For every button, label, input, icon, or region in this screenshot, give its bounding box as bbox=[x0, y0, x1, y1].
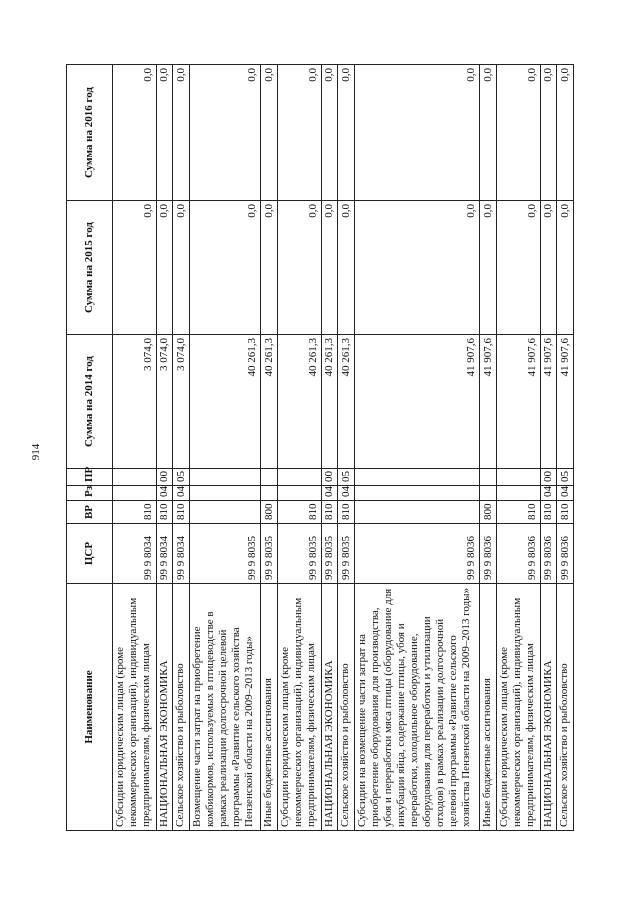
cell-rz: 04 bbox=[540, 486, 557, 501]
cell-pr: 00 bbox=[321, 469, 338, 486]
cell-sum-2016: 0,0 bbox=[557, 65, 574, 201]
header-name: Наименование bbox=[67, 584, 113, 831]
cell-sum-2014: 40 261,3 bbox=[190, 335, 261, 469]
header-sum-2014: Сумма на 2014 год bbox=[67, 335, 113, 469]
cell-sum-2014: 3 074,0 bbox=[173, 335, 190, 469]
cell-rz bbox=[113, 486, 157, 501]
cell-pr bbox=[190, 469, 261, 486]
cell-sum-2014: 41 907,6 bbox=[540, 335, 557, 469]
table-row bbox=[113, 65, 157, 831]
cell-sum-2015: 0,0 bbox=[113, 201, 157, 335]
rotated-page bbox=[66, 65, 574, 831]
header-rz: Рз bbox=[67, 486, 113, 501]
cell-rz: 04 bbox=[338, 486, 355, 501]
cell-sum-2015: 0,0 bbox=[277, 201, 321, 335]
cell-pr: 00 bbox=[540, 469, 557, 486]
table-row bbox=[354, 65, 479, 831]
cell-csr: 99 9 8036 bbox=[354, 524, 479, 584]
table-row bbox=[480, 65, 497, 831]
table-row bbox=[190, 65, 261, 831]
cell-vr: 810 bbox=[338, 501, 355, 524]
cell-vr: 810 bbox=[173, 501, 190, 524]
cell-pr: 00 bbox=[156, 469, 173, 486]
header-sum-2015: Сумма на 2015 год bbox=[67, 201, 113, 335]
cell-sum-2014: 41 907,6 bbox=[354, 335, 479, 469]
cell-sum-2015: 0,0 bbox=[338, 201, 355, 335]
cell-pr: 05 bbox=[557, 469, 574, 486]
cell-pr bbox=[496, 469, 540, 486]
cell-pr bbox=[277, 469, 321, 486]
cell-sum-2014: 3 074,0 bbox=[113, 335, 157, 469]
cell-vr: 800 bbox=[480, 501, 497, 524]
table-row bbox=[540, 65, 557, 831]
cell-sum-2015: 0,0 bbox=[557, 201, 574, 335]
cell-sum-2015: 0,0 bbox=[156, 201, 173, 335]
cell-sum-2014: 3 074,0 bbox=[156, 335, 173, 469]
cell-csr: 99 9 8035 bbox=[190, 524, 261, 584]
cell-rz: 04 bbox=[557, 486, 574, 501]
cell-name: Возмещение части затрат на приобретение комбикормов, используемых в птицеводстве в рамках реализации долгосрочной целевой программы «Развитие сельского хозяйства Пензенской области на 2009–2013 годы» bbox=[190, 584, 261, 831]
cell-csr: 99 9 8035 bbox=[338, 524, 355, 584]
cell-sum-2014: 40 261,3 bbox=[261, 335, 278, 469]
table-row bbox=[321, 65, 338, 831]
cell-sum-2016: 0,0 bbox=[480, 65, 497, 201]
cell-rz: 04 bbox=[156, 486, 173, 501]
cell-sum-2016: 0,0 bbox=[277, 65, 321, 201]
cell-sum-2015: 0,0 bbox=[173, 201, 190, 335]
cell-name: Субсидии юридическим лицам (кроме некоммерческих организаций), индивидуальным предпринимателям, физическим лицам bbox=[277, 584, 321, 831]
cell-sum-2014: 40 261,3 bbox=[321, 335, 338, 469]
cell-vr: 810 bbox=[321, 501, 338, 524]
cell-sum-2015: 0,0 bbox=[496, 201, 540, 335]
cell-sum-2014: 41 907,6 bbox=[557, 335, 574, 469]
cell-sum-2015: 0,0 bbox=[261, 201, 278, 335]
cell-name: Сельское хозяйство и рыболовство bbox=[557, 584, 574, 831]
header-sum-2016: Сумма на 2016 год bbox=[67, 65, 113, 201]
cell-rz bbox=[190, 486, 261, 501]
cell-sum-2016: 0,0 bbox=[540, 65, 557, 201]
header-pr: ПР bbox=[67, 469, 113, 486]
cell-rz bbox=[354, 486, 479, 501]
cell-pr bbox=[113, 469, 157, 486]
cell-csr: 99 9 8036 bbox=[496, 524, 540, 584]
cell-vr: 810 bbox=[540, 501, 557, 524]
cell-vr: 810 bbox=[113, 501, 157, 524]
table-row bbox=[261, 65, 278, 831]
cell-name: Субсидии на возмещение части затрат на приобретение оборудования для производства, убоя и переработки мяса птицы (оборудование для инкубации яйца, содержание птицы, убоя и переработки, холодильное оборудование, оборудования для переработки и утилизации отходов) в рамках реализации долгосрочной целевой программы «Развитие сельского хозяйства Пензенской области на 2009–2013 годы» bbox=[354, 584, 479, 831]
cell-csr: 99 9 8034 bbox=[113, 524, 157, 584]
cell-sum-2015: 0,0 bbox=[321, 201, 338, 335]
header-row bbox=[67, 65, 113, 831]
table-row bbox=[277, 65, 321, 831]
cell-name: Сельское хозяйство и рыболовство bbox=[173, 584, 190, 831]
cell-sum-2016: 0,0 bbox=[338, 65, 355, 201]
cell-csr: 99 9 8034 bbox=[156, 524, 173, 584]
cell-sum-2016: 0,0 bbox=[190, 65, 261, 201]
table-row bbox=[557, 65, 574, 831]
cell-sum-2014: 41 907,6 bbox=[480, 335, 497, 469]
table-row bbox=[173, 65, 190, 831]
cell-vr bbox=[354, 501, 479, 524]
cell-pr bbox=[261, 469, 278, 486]
cell-name: Иные бюджетные ассигнования bbox=[261, 584, 278, 831]
cell-sum-2015: 0,0 bbox=[480, 201, 497, 335]
cell-pr bbox=[354, 469, 479, 486]
cell-sum-2016: 0,0 bbox=[321, 65, 338, 201]
cell-name: Субсидии юридическим лицам (кроме некоммерческих организаций), индивидуальным предпринимателям, физическим лицам bbox=[496, 584, 540, 831]
cell-vr: 810 bbox=[277, 501, 321, 524]
cell-sum-2016: 0,0 bbox=[496, 65, 540, 201]
cell-sum-2015: 0,0 bbox=[354, 201, 479, 335]
cell-name: Сельское хозяйство и рыболовство bbox=[338, 584, 355, 831]
budget-table bbox=[66, 64, 574, 831]
cell-rz bbox=[261, 486, 278, 501]
cell-name: НАЦИОНАЛЬНАЯ ЭКОНОМИКА bbox=[540, 584, 557, 831]
cell-sum-2014: 40 261,3 bbox=[277, 335, 321, 469]
cell-rz bbox=[496, 486, 540, 501]
cell-rz bbox=[480, 486, 497, 501]
cell-sum-2014: 40 261,3 bbox=[338, 335, 355, 469]
cell-vr: 810 bbox=[156, 501, 173, 524]
cell-rz: 04 bbox=[173, 486, 190, 501]
cell-name: НАЦИОНАЛЬНАЯ ЭКОНОМИКА bbox=[156, 584, 173, 831]
cell-sum-2016: 0,0 bbox=[261, 65, 278, 201]
cell-csr: 99 9 8035 bbox=[277, 524, 321, 584]
table-row bbox=[156, 65, 173, 831]
cell-vr: 800 bbox=[261, 501, 278, 524]
cell-vr: 810 bbox=[496, 501, 540, 524]
cell-csr: 99 9 8035 bbox=[321, 524, 338, 584]
table-row bbox=[496, 65, 540, 831]
cell-pr: 05 bbox=[338, 469, 355, 486]
cell-sum-2015: 0,0 bbox=[190, 201, 261, 335]
cell-pr: 05 bbox=[173, 469, 190, 486]
cell-csr: 99 9 8036 bbox=[480, 524, 497, 584]
cell-sum-2016: 0,0 bbox=[113, 65, 157, 201]
table-body bbox=[113, 65, 574, 831]
cell-name: Субсидии юридическим лицам (кроме некоммерческих организаций), индивидуальным предпринимателям, физическим лицам bbox=[113, 584, 157, 831]
cell-name: НАЦИОНАЛЬНАЯ ЭКОНОМИКА bbox=[321, 584, 338, 831]
cell-csr: 99 9 8034 bbox=[173, 524, 190, 584]
cell-pr bbox=[480, 469, 497, 486]
header-csr: ЦСР bbox=[67, 524, 113, 584]
header-vr: ВР bbox=[67, 501, 113, 524]
cell-csr: 99 9 8036 bbox=[557, 524, 574, 584]
cell-sum-2016: 0,0 bbox=[156, 65, 173, 201]
cell-sum-2016: 0,0 bbox=[173, 65, 190, 201]
cell-sum-2014: 41 907,6 bbox=[496, 335, 540, 469]
cell-sum-2016: 0,0 bbox=[354, 65, 479, 201]
cell-csr: 99 9 8035 bbox=[261, 524, 278, 584]
cell-rz bbox=[277, 486, 321, 501]
cell-vr: 810 bbox=[557, 501, 574, 524]
cell-name: Иные бюджетные ассигнования bbox=[480, 584, 497, 831]
page-number: 914 bbox=[30, 443, 42, 461]
cell-rz: 04 bbox=[321, 486, 338, 501]
cell-sum-2015: 0,0 bbox=[540, 201, 557, 335]
cell-vr bbox=[190, 501, 261, 524]
table-row bbox=[338, 65, 355, 831]
cell-csr: 99 9 8036 bbox=[540, 524, 557, 584]
